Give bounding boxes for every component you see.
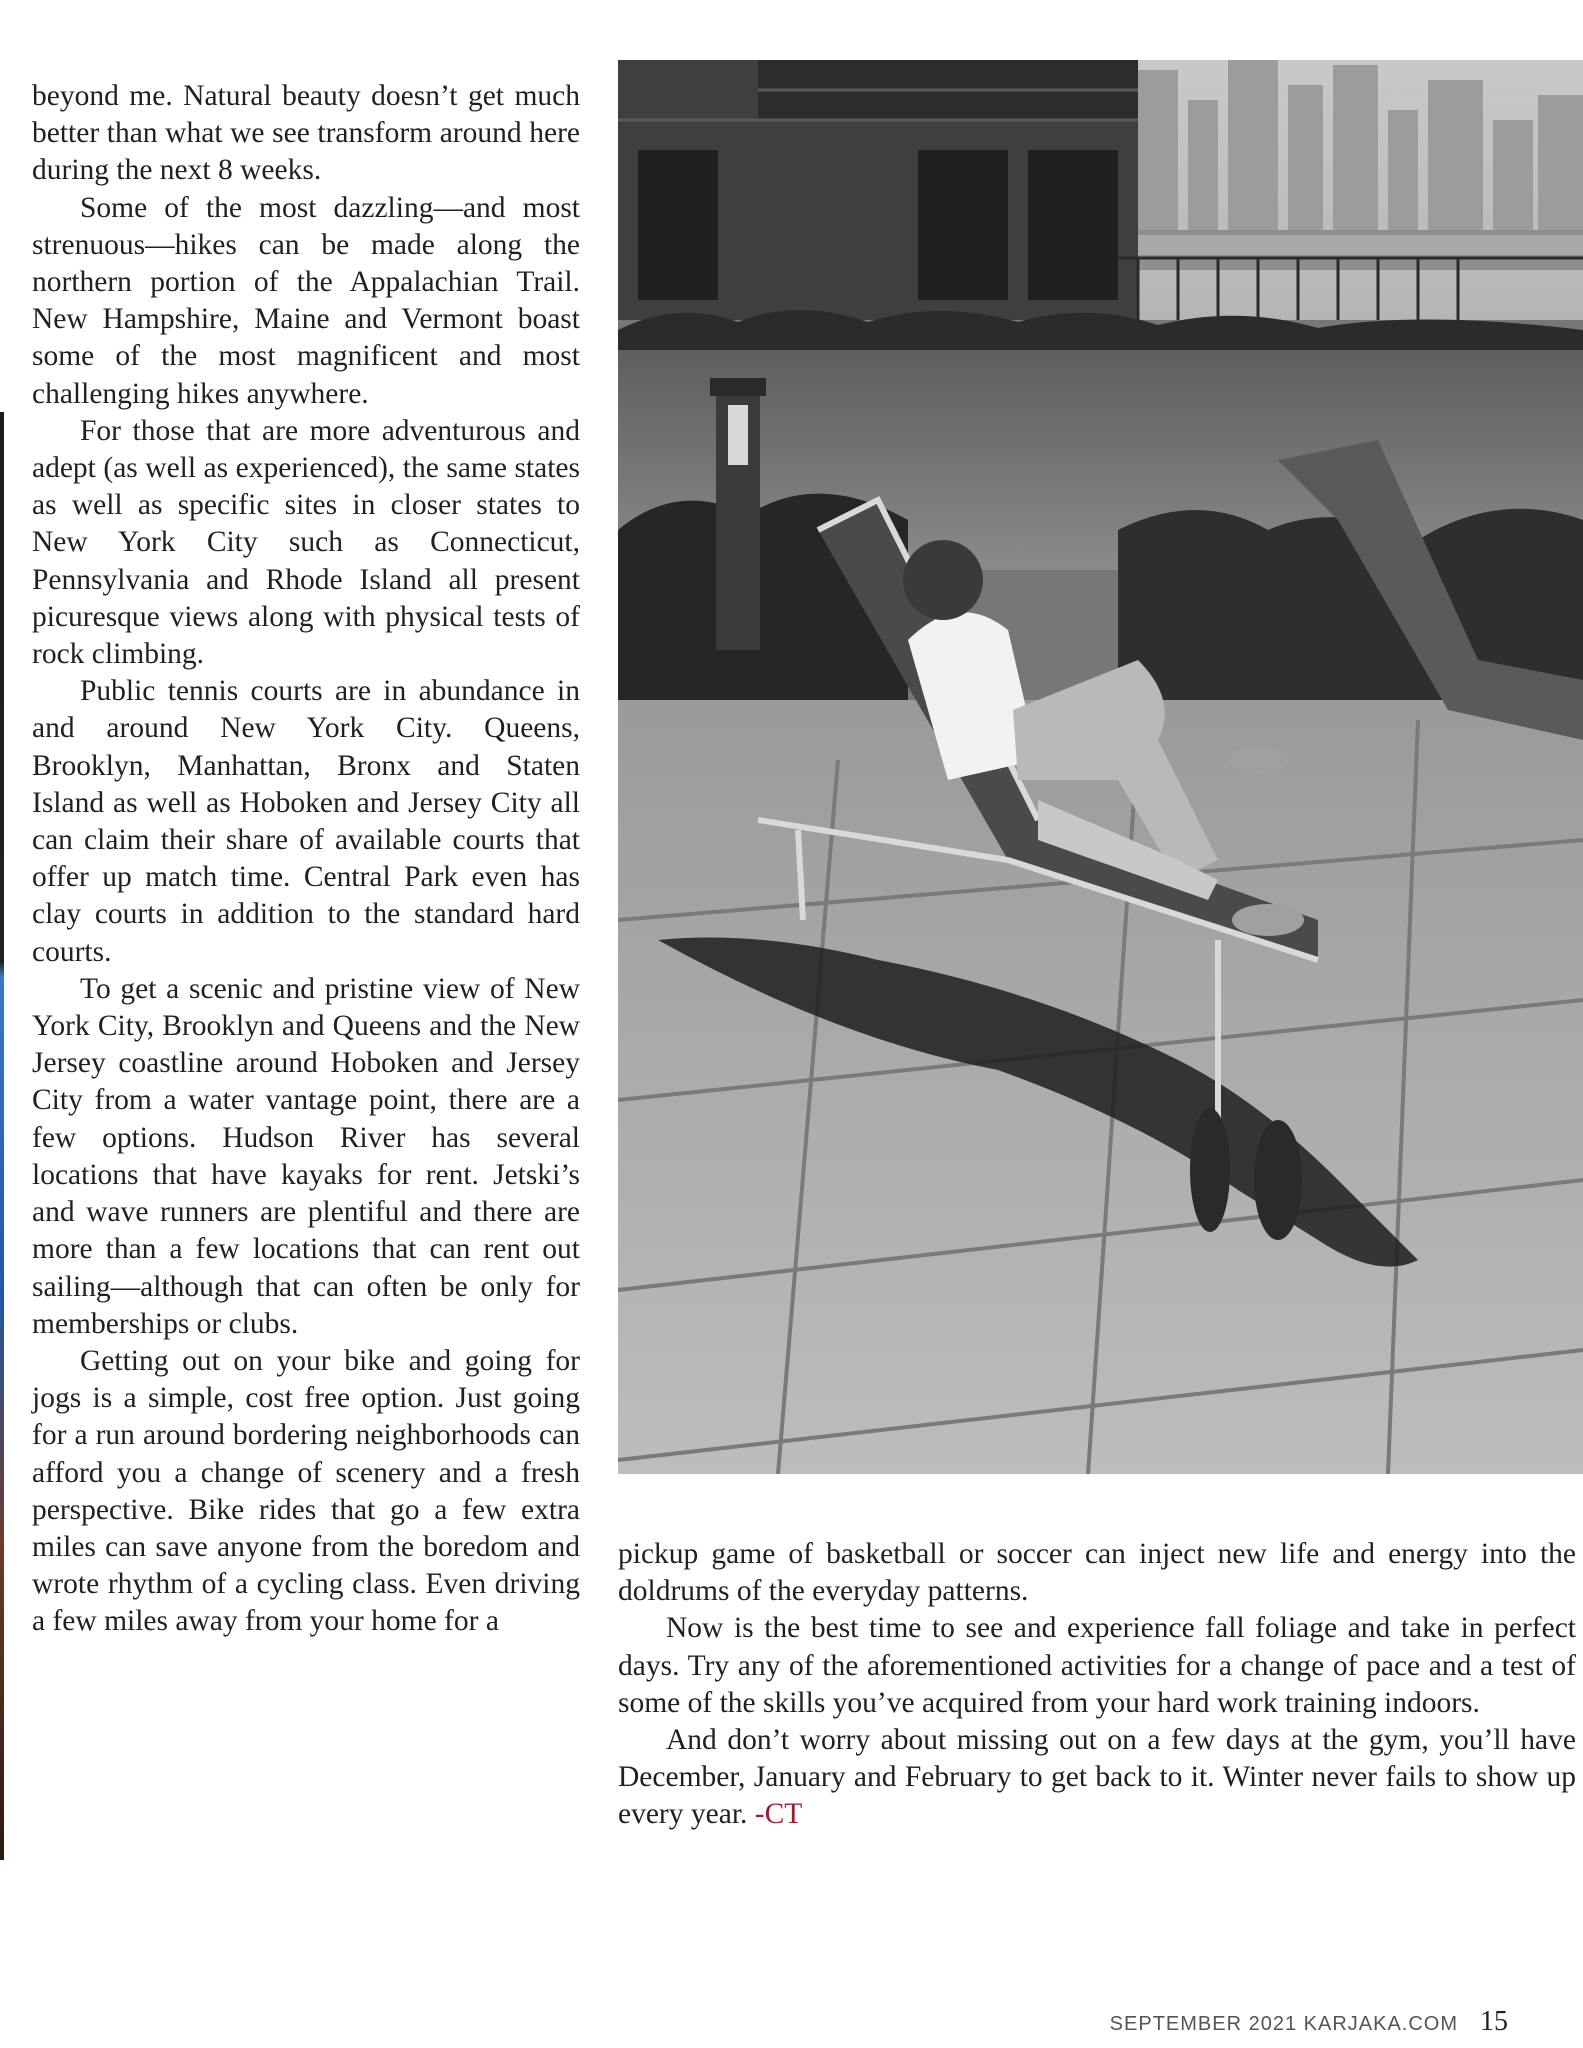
page-number: 15 bbox=[1480, 2006, 1508, 2037]
page-edge-strip bbox=[0, 412, 4, 1860]
paragraph: To get a scenic and pristine view of New York City, Brooklyn and Queens and the New Jersey coastline around Hoboken and Jersey City from a water vantage point, there are a few options. Hudson River has several locations that have kayaks for rent. Jetski’s and wave runners are plentiful and there are more than a few locations that can rent out sailing—although that can often be only for memberships or clubs. bbox=[32, 972, 580, 1340]
paragraph: Getting out on your bike and going for jogs is a simple, cost free option. Just going for a run around bordering neighborhoods can afford you a change of scenery and a fresh perspective. Bike rides that go a few extra miles can save anyone from the boredom and wrote rhythm of a cycling class. Even driving a few miles away from your home for a bbox=[32, 1344, 580, 1638]
paragraph: pickup game of basketball or soccer can inject new life and energy into the doldrums of the everyday patterns. bbox=[618, 1538, 1576, 1608]
footer-issue-date: SEPTEMBER 2021 KARJAKA.COM bbox=[1109, 2013, 1458, 2035]
paragraph-text: And don’t worry about missing out on a few days at the gym, you’ll have December, January and February to get back to it. Winter never fails to show up every year. bbox=[618, 1724, 1576, 1831]
photo-man-on-lounge-chair bbox=[618, 60, 1583, 1474]
page-footer bbox=[1110, 2006, 1508, 2038]
paragraph: Some of the most dazzling—and most strenuous—hikes can be made along the northern portion of the Appalachian Trail. New Hampshire, Maine and Vermont boast some of the most magnificent and most challenging hikes anywhere. bbox=[32, 191, 580, 410]
article-left-column bbox=[32, 78, 580, 1641]
author-signature: -CT bbox=[754, 1798, 803, 1831]
article-bottom-column bbox=[618, 1536, 1576, 1834]
paragraph: Public tennis courts are in abundance in and around New York City. Queens, Brooklyn, Manhattan, Bronx and Staten Island as well as Hoboken and Jersey City all can claim their share of available courts that offer up match time. Central Park even has clay courts in addition to the standard hard courts. bbox=[32, 675, 580, 968]
photo-illustration bbox=[618, 60, 1583, 1474]
paragraph bbox=[618, 1722, 1576, 1834]
paragraph: For those that are more adventurous and adept (as well as experienced), the same states as well as specific sites in closer states to New York City such as Connecticut, Pennsylvania and Rhode Island all present picuresque views along with physical tests of rock climbing. bbox=[32, 414, 580, 671]
paragraph: Now is the best time to see and experience fall foliage and take in perfect days. Try any of the aforementioned activities for a change of pace and a test of some of the skills you’ve acquired from your hard work training indoors. bbox=[618, 1612, 1576, 1719]
paragraph: beyond me. Natural beauty doesn’t get much better than what we see transform around here during the next 8 weeks. bbox=[32, 80, 580, 187]
